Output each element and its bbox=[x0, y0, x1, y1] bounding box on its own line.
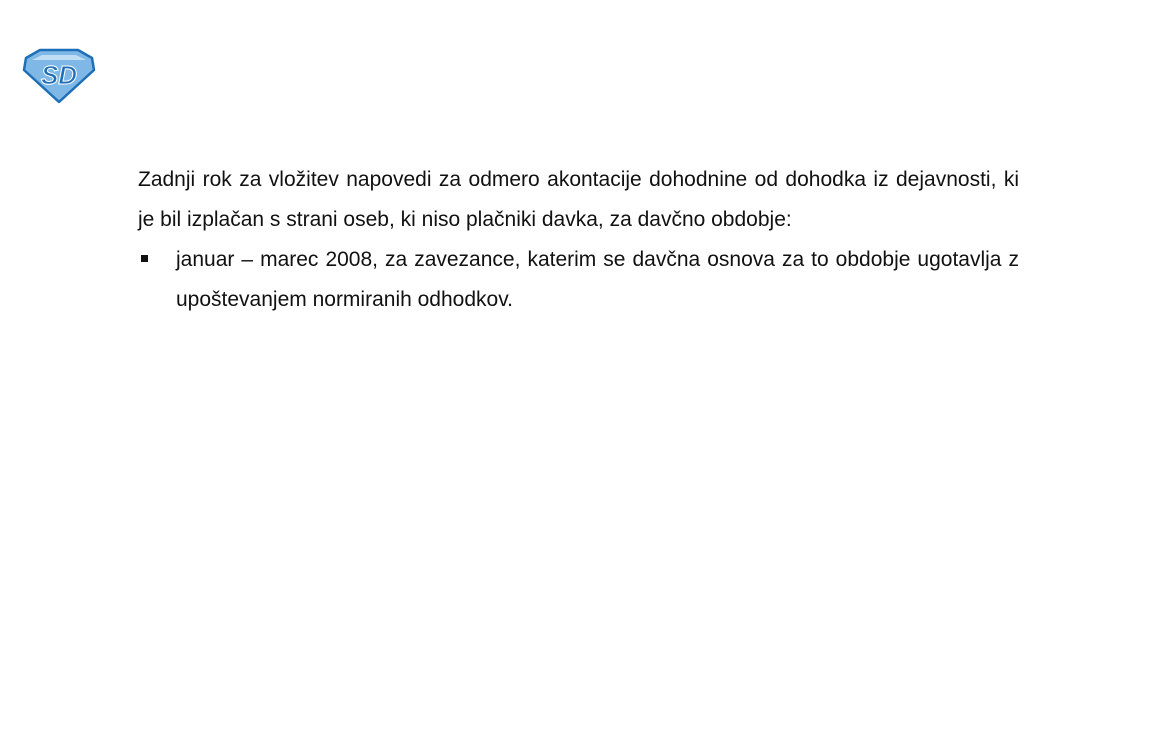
logo-text: SD bbox=[40, 60, 78, 90]
logo bbox=[22, 48, 96, 104]
list-item bbox=[138, 240, 1019, 320]
logo-shield-icon bbox=[22, 48, 96, 104]
document-body bbox=[138, 160, 1019, 320]
intro-paragraph: Zadnji rok za vložitev napovedi za odmero akontacije dohodnine od dohodka iz dejavnosti, ki je bil izplačan s strani oseb, ki niso plačniki davka, za davčno obdobje: bbox=[138, 168, 1019, 231]
list-item-text: januar – marec 2008, za zavezance, katerim se davčna osnova za to obdobje ugotavlja z upoštevanjem normiranih odhodkov. bbox=[176, 248, 1019, 311]
square-bullet-icon bbox=[141, 255, 148, 262]
bullet-list bbox=[138, 240, 1019, 320]
